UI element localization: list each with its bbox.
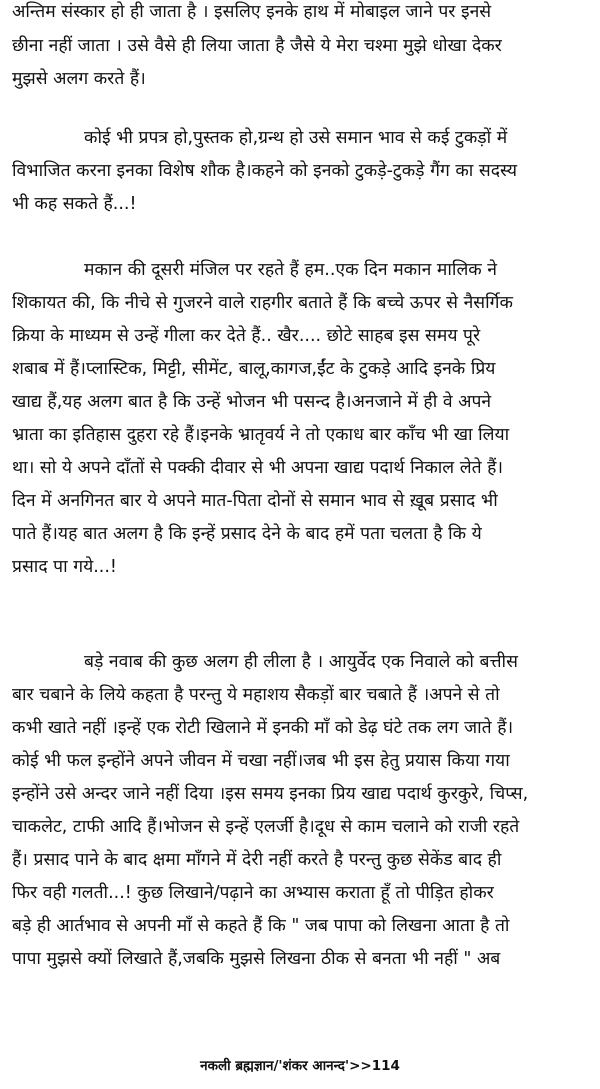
text-line: भी कह सकते हैं...! [12,194,137,214]
text-line: प्रसाद पा गये...! [12,557,117,577]
text-line: खाद्य हैं,यह अलग बात है कि उन्हें भोजन भी पसन्द है।अनजाने में ही वे अपने [12,392,492,412]
text-line: शिकायत की, कि नीचे से गुजरने वाले राहगीर बताते हैं कि बच्चे ऊपर से नैसर्गिक [12,293,513,313]
text-line: दिन में अनगिनत बार ये अपने मात-पिता दोनों से समान भाव से ख़ूब प्रसाद भी [12,491,498,511]
text-line: बड़े ही आर्तभाव से अपनी माँ से कहते हैं कि " जब पापा को लिखना आता है तो [12,916,510,936]
text-line: था। सो ये अपने दाँतों से पक्की दीवार से भी अपना खाद्य पदार्थ निकाल लेते हैं। [12,458,504,478]
text-line: बार चबाने के लिये कहता है परन्तु ये महाशय सैकड़ों बार चबाते हैं ।अपने से तो [12,685,500,705]
text-line: कभी खाते नहीं ।इन्हें एक रोटी खिलाने में इनकी माँ को डेढ़ घंटे तक लग जाते हैं। [12,718,514,738]
text-line: छीना नहीं जाता । उसे वैसे ही लिया जाता है जैसे ये मेरा चश्मा मुझे धोखा देकर [12,36,502,56]
text-line: फिर वही गलती...! कुछ लिखाने/पढ़ाने का अभ्यास कराता हूँ तो पीड़ित होकर [12,883,494,903]
text-line: क्रिया के माध्यम से उन्हें गीला कर देते हैं.. खैर.... छोटे साहब इस समय पूरे [12,326,481,346]
text-line: अन्तिम संस्कार हो ही जाता है । इसलिए इनके हाथ में मोबाइल जाने पर इनसे [12,2,492,22]
text-line: मुझसे अलग करते हैं। [12,69,146,89]
text-line: बड़े नवाब की कुछ अलग ही लीला है । आयुर्वेद एक निवाले को बत्तीस [84,652,518,672]
text-line: कोई भी प्रपत्र हो,पुस्तक हो,ग्रन्थ हो उसे समान भाव से कई टुकड़ों में [84,128,508,148]
text-line: इन्होंने उसे अन्दर जाने नहीं दिया ।इस समय इनका प्रिय खाद्य पदार्थ कुरकुरे, चिप्स, [12,784,529,804]
text-line: पापा मुझसे क्यों लिखाते हैं,जबकि मुझसे लिखना ठीक से बनता भी नहीं " अब [12,949,501,969]
text-line: विभाजित करना इनका विशेष शौक है।कहने को इनको टुकड़े-टुकड़े गैंग का सदस्य [12,161,517,181]
page-footer: नकली ब्रह्मज्ञान/'शंकर आनन्द'>>114 [200,1058,400,1074]
text-line: हैं। प्रसाद पाने के बाद क्षमा माँगने में देरी नहीं करते है परन्तु कुछ सेकेंड बाद ही [12,850,502,870]
text-line: पाते हैं।यह बात अलग है कि इन्हें प्रसाद देने के बाद हमें पता चलता है कि ये [12,524,482,544]
text-line: भ्राता का इतिहास दुहरा रहे हैं।इनके भ्रातृवर्य ने तो एकाध बार काँच भी खा लिया [12,425,510,445]
text-line: चाकलेट, टाफी आदि हैं।भोजन से इन्हें एलर्जी है।दूध से काम चलाने को राजी रहते [12,817,520,837]
text-line: मकान की दूसरी मंजिल पर रहते हैं हम..एक दिन मकान मालिक ने [84,260,498,280]
text-line: कोई भी फल इन्होंने अपने जीवन में चखा नहीं।जब भी इस हेतु प्रयास किया गया [12,751,510,771]
text-line: शबाब में हैं।प्लास्टिक, मिट्टी, सीमेंट, बालू,कागज,ईंट के टुकड़े आदि इनके प्रिय [12,359,496,379]
